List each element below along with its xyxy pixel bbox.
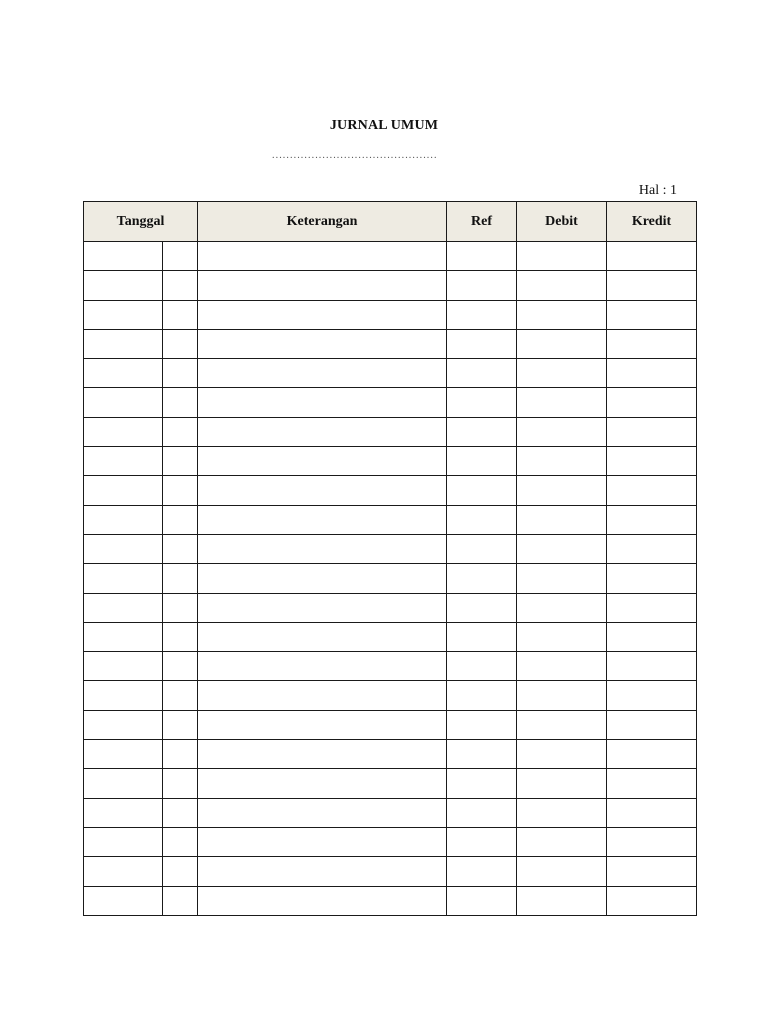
cell-ref[interactable]	[447, 447, 517, 476]
cell-day[interactable]	[163, 359, 198, 388]
cell-debit[interactable]	[517, 622, 607, 651]
subtitle-placeholder-dots: ..............................................	[272, 150, 438, 161]
cell-day[interactable]	[163, 564, 198, 593]
cell-debit[interactable]	[517, 534, 607, 563]
cell-kredit[interactable]	[607, 710, 697, 739]
cell-month[interactable]	[84, 564, 163, 593]
cell-day[interactable]	[163, 827, 198, 856]
cell-ref[interactable]	[447, 798, 517, 827]
journal-row	[84, 447, 697, 476]
cell-debit[interactable]	[517, 476, 607, 505]
journal-row	[84, 652, 697, 681]
cell-month[interactable]	[84, 388, 163, 417]
cell-debit[interactable]	[517, 740, 607, 769]
cell-kredit[interactable]	[607, 827, 697, 856]
cell-ref[interactable]	[447, 476, 517, 505]
cell-day[interactable]	[163, 593, 198, 622]
journal-row	[84, 388, 697, 417]
cell-day[interactable]	[163, 798, 198, 827]
cell-keterangan[interactable]	[198, 622, 447, 651]
cell-ref[interactable]	[447, 710, 517, 739]
cell-kredit[interactable]	[607, 534, 697, 563]
cell-day[interactable]	[163, 505, 198, 534]
cell-keterangan[interactable]	[198, 827, 447, 856]
page-number: Hal : 1	[638, 183, 677, 198]
cell-ref[interactable]	[447, 505, 517, 534]
cell-month[interactable]	[84, 652, 163, 681]
journal-row	[84, 359, 697, 388]
journal-row	[84, 886, 697, 915]
cell-debit[interactable]	[517, 798, 607, 827]
cell-keterangan[interactable]	[198, 564, 447, 593]
cell-day[interactable]	[163, 769, 198, 798]
cell-ref[interactable]	[447, 359, 517, 388]
header-kredit: Kredit	[607, 202, 697, 242]
cell-month[interactable]	[84, 534, 163, 563]
cell-day[interactable]	[163, 710, 198, 739]
cell-kredit[interactable]	[607, 417, 697, 446]
cell-debit[interactable]	[517, 857, 607, 886]
cell-month[interactable]	[84, 857, 163, 886]
cell-debit[interactable]	[517, 652, 607, 681]
cell-day[interactable]	[163, 622, 198, 651]
cell-day[interactable]	[163, 417, 198, 446]
journal-row	[84, 593, 697, 622]
journal-table-header	[84, 202, 697, 242]
header-row	[84, 202, 697, 242]
cell-kredit[interactable]	[607, 359, 697, 388]
cell-keterangan[interactable]	[198, 271, 447, 300]
cell-day[interactable]	[163, 534, 198, 563]
cell-month[interactable]	[84, 271, 163, 300]
cell-month[interactable]	[84, 622, 163, 651]
cell-ref[interactable]	[447, 300, 517, 329]
cell-keterangan[interactable]	[198, 300, 447, 329]
cell-ref[interactable]	[447, 329, 517, 358]
cell-kredit[interactable]	[607, 681, 697, 710]
journal-row	[84, 857, 697, 886]
cell-day[interactable]	[163, 652, 198, 681]
cell-kredit[interactable]	[607, 740, 697, 769]
cell-ref[interactable]	[447, 827, 517, 856]
cell-keterangan[interactable]	[198, 593, 447, 622]
cell-kredit[interactable]	[607, 857, 697, 886]
journal-row	[84, 740, 697, 769]
cell-month[interactable]	[84, 300, 163, 329]
cell-day[interactable]	[163, 476, 198, 505]
cell-keterangan[interactable]	[198, 359, 447, 388]
cell-month[interactable]	[84, 710, 163, 739]
cell-keterangan[interactable]	[198, 710, 447, 739]
cell-debit[interactable]	[517, 505, 607, 534]
cell-month[interactable]	[84, 593, 163, 622]
journal-row	[84, 769, 697, 798]
cell-month[interactable]	[84, 417, 163, 446]
cell-keterangan[interactable]	[198, 505, 447, 534]
cell-ref[interactable]	[447, 242, 517, 271]
journal-row	[84, 622, 697, 651]
cell-kredit[interactable]	[607, 447, 697, 476]
cell-keterangan[interactable]	[198, 388, 447, 417]
cell-debit[interactable]	[517, 593, 607, 622]
cell-month[interactable]	[84, 505, 163, 534]
cell-month[interactable]	[84, 769, 163, 798]
cell-day[interactable]	[163, 886, 198, 915]
cell-keterangan[interactable]	[198, 886, 447, 915]
journal-row	[84, 329, 697, 358]
journal-row	[84, 242, 697, 271]
journal-row	[84, 681, 697, 710]
cell-debit[interactable]	[517, 242, 607, 271]
header-ref: Ref	[447, 202, 517, 242]
journal-row	[84, 300, 697, 329]
cell-keterangan[interactable]	[198, 652, 447, 681]
cell-day[interactable]	[163, 271, 198, 300]
cell-kredit[interactable]	[607, 564, 697, 593]
cell-keterangan[interactable]	[198, 417, 447, 446]
cell-kredit[interactable]	[607, 652, 697, 681]
journal-row	[84, 534, 697, 563]
cell-kredit[interactable]	[607, 476, 697, 505]
journal-row	[84, 505, 697, 534]
cell-keterangan[interactable]	[198, 534, 447, 563]
cell-kredit[interactable]	[607, 329, 697, 358]
journal-row	[84, 476, 697, 505]
cell-debit[interactable]	[517, 564, 607, 593]
cell-ref[interactable]	[447, 681, 517, 710]
cell-keterangan[interactable]	[198, 857, 447, 886]
cell-kredit[interactable]	[607, 271, 697, 300]
cell-day[interactable]	[163, 329, 198, 358]
cell-debit[interactable]	[517, 827, 607, 856]
cell-debit[interactable]	[517, 271, 607, 300]
cell-ref[interactable]	[447, 417, 517, 446]
cell-ref[interactable]	[447, 857, 517, 886]
cell-month[interactable]	[84, 886, 163, 915]
cell-keterangan[interactable]	[198, 740, 447, 769]
cell-kredit[interactable]	[607, 593, 697, 622]
cell-month[interactable]	[84, 476, 163, 505]
cell-ref[interactable]	[447, 388, 517, 417]
cell-debit[interactable]	[517, 710, 607, 739]
cell-day[interactable]	[163, 242, 198, 271]
cell-debit[interactable]	[517, 359, 607, 388]
cell-month[interactable]	[84, 740, 163, 769]
journal-row	[84, 271, 697, 300]
cell-keterangan[interactable]	[198, 447, 447, 476]
journal-table	[83, 201, 697, 916]
cell-keterangan[interactable]	[198, 681, 447, 710]
cell-debit[interactable]	[517, 886, 607, 915]
journal-row	[84, 798, 697, 827]
cell-kredit[interactable]	[607, 622, 697, 651]
cell-ref[interactable]	[447, 593, 517, 622]
cell-day[interactable]	[163, 300, 198, 329]
cell-keterangan[interactable]	[198, 329, 447, 358]
cell-debit[interactable]	[517, 388, 607, 417]
cell-ref[interactable]	[447, 740, 517, 769]
cell-day[interactable]	[163, 740, 198, 769]
cell-month[interactable]	[84, 329, 163, 358]
journal-row	[84, 710, 697, 739]
cell-day[interactable]	[163, 681, 198, 710]
cell-keterangan[interactable]	[198, 769, 447, 798]
cell-ref[interactable]	[447, 652, 517, 681]
cell-ref[interactable]	[447, 534, 517, 563]
cell-month[interactable]	[84, 359, 163, 388]
cell-kredit[interactable]	[607, 300, 697, 329]
cell-keterangan[interactable]	[198, 476, 447, 505]
cell-kredit[interactable]	[607, 242, 697, 271]
cell-day[interactable]	[163, 388, 198, 417]
cell-month[interactable]	[84, 798, 163, 827]
cell-ref[interactable]	[447, 271, 517, 300]
header-keterangan: Keterangan	[198, 202, 447, 242]
cell-kredit[interactable]	[607, 798, 697, 827]
journal-row	[84, 417, 697, 446]
document-title: JURNAL UMUM	[329, 118, 439, 133]
cell-keterangan[interactable]	[198, 242, 447, 271]
cell-ref[interactable]	[447, 886, 517, 915]
journal-row	[84, 564, 697, 593]
cell-ref[interactable]	[447, 769, 517, 798]
cell-kredit[interactable]	[607, 505, 697, 534]
cell-debit[interactable]	[517, 681, 607, 710]
cell-debit[interactable]	[517, 447, 607, 476]
cell-kredit[interactable]	[607, 886, 697, 915]
cell-day[interactable]	[163, 857, 198, 886]
cell-kredit[interactable]	[607, 769, 697, 798]
cell-debit[interactable]	[517, 329, 607, 358]
header-debit: Debit	[517, 202, 607, 242]
cell-day[interactable]	[163, 447, 198, 476]
cell-ref[interactable]	[447, 564, 517, 593]
cell-month[interactable]	[84, 447, 163, 476]
cell-ref[interactable]	[447, 622, 517, 651]
cell-debit[interactable]	[517, 300, 607, 329]
cell-month[interactable]	[84, 827, 163, 856]
cell-kredit[interactable]	[607, 388, 697, 417]
cell-debit[interactable]	[517, 769, 607, 798]
cell-keterangan[interactable]	[198, 798, 447, 827]
cell-month[interactable]	[84, 242, 163, 271]
cell-debit[interactable]	[517, 417, 607, 446]
journal-table-body	[84, 242, 697, 916]
journal-row	[84, 827, 697, 856]
header-tanggal: Tanggal	[84, 202, 198, 242]
cell-month[interactable]	[84, 681, 163, 710]
